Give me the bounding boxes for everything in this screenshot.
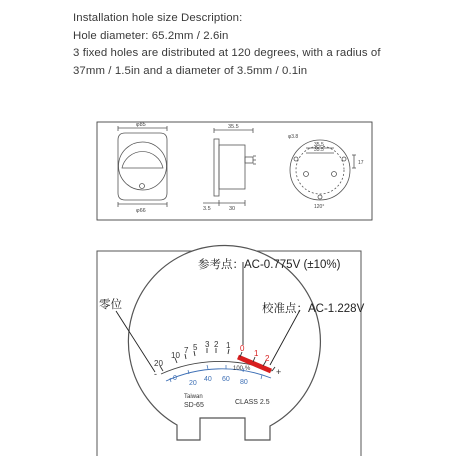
- side-body-label: 30: [229, 206, 236, 212]
- db-label-2: 2: [214, 340, 219, 349]
- percent-label-20: 20: [189, 380, 197, 387]
- plus-sign: +: [276, 367, 282, 377]
- db-label-plus1: 1: [254, 349, 259, 358]
- meter-face-outline: [128, 246, 320, 440]
- back-top-label2: 35.5: [314, 147, 324, 153]
- front-width-label: φ85: [136, 122, 146, 128]
- db-label-10: 10: [171, 351, 180, 360]
- hole-diameter-line: Hole diameter: 65.2mm / 2.6in: [73, 29, 229, 42]
- zero-position-annotation: 零位: [99, 299, 122, 311]
- db-label-plus2: 2: [265, 354, 270, 363]
- db-label-7: 7: [184, 346, 189, 355]
- reference-point-annotation: 参考点：AC-0.775V (±10%): [198, 259, 341, 271]
- percent-label-100: 100: [233, 366, 244, 372]
- side-depth-label: 35.5: [228, 124, 239, 130]
- fixed-holes-line: 3 fixed holes are distributed at 120 degrees, with a radius of: [73, 47, 381, 59]
- description-title: Installation hole size Description:: [73, 12, 243, 24]
- db-label-1: 1: [226, 341, 231, 350]
- back-top-label1: 35.5: [314, 142, 324, 148]
- back-hole-label: φ3.8: [288, 134, 299, 140]
- percent-label-0: 0: [173, 375, 177, 382]
- back-bottom-label: 120°: [314, 204, 325, 210]
- db-label-3: 3: [205, 340, 210, 349]
- calibration-point-annotation: 校准点：AC-1.228V: [262, 303, 365, 315]
- db-label-20: 20: [154, 359, 163, 368]
- class-label: CLASS 2.5: [235, 399, 270, 406]
- percent-label-80: 80: [240, 379, 248, 386]
- meter-face-drawing: [97, 246, 365, 456]
- fixed-holes-radius-line: 37mm / 1.5in and a diameter of 3.5mm / 0.1in: [73, 64, 308, 77]
- side-view: [203, 128, 256, 206]
- db-label-0: 0: [240, 344, 245, 353]
- model-label: SD-65: [184, 402, 204, 409]
- side-left-label: 3.5: [203, 206, 211, 212]
- db-label-5: 5: [193, 343, 198, 352]
- front-view: [118, 126, 167, 207]
- front-inner-label: φ66: [136, 208, 146, 214]
- percent-label-60: 60: [222, 376, 230, 383]
- percent-unit: %: [245, 366, 251, 372]
- dimension-drawing-panel: [97, 122, 372, 220]
- minus-sign: -: [154, 369, 157, 379]
- back-right-label: 17: [358, 160, 364, 166]
- percent-label-40: 40: [204, 376, 212, 383]
- brand-label: Taiwan: [184, 394, 203, 400]
